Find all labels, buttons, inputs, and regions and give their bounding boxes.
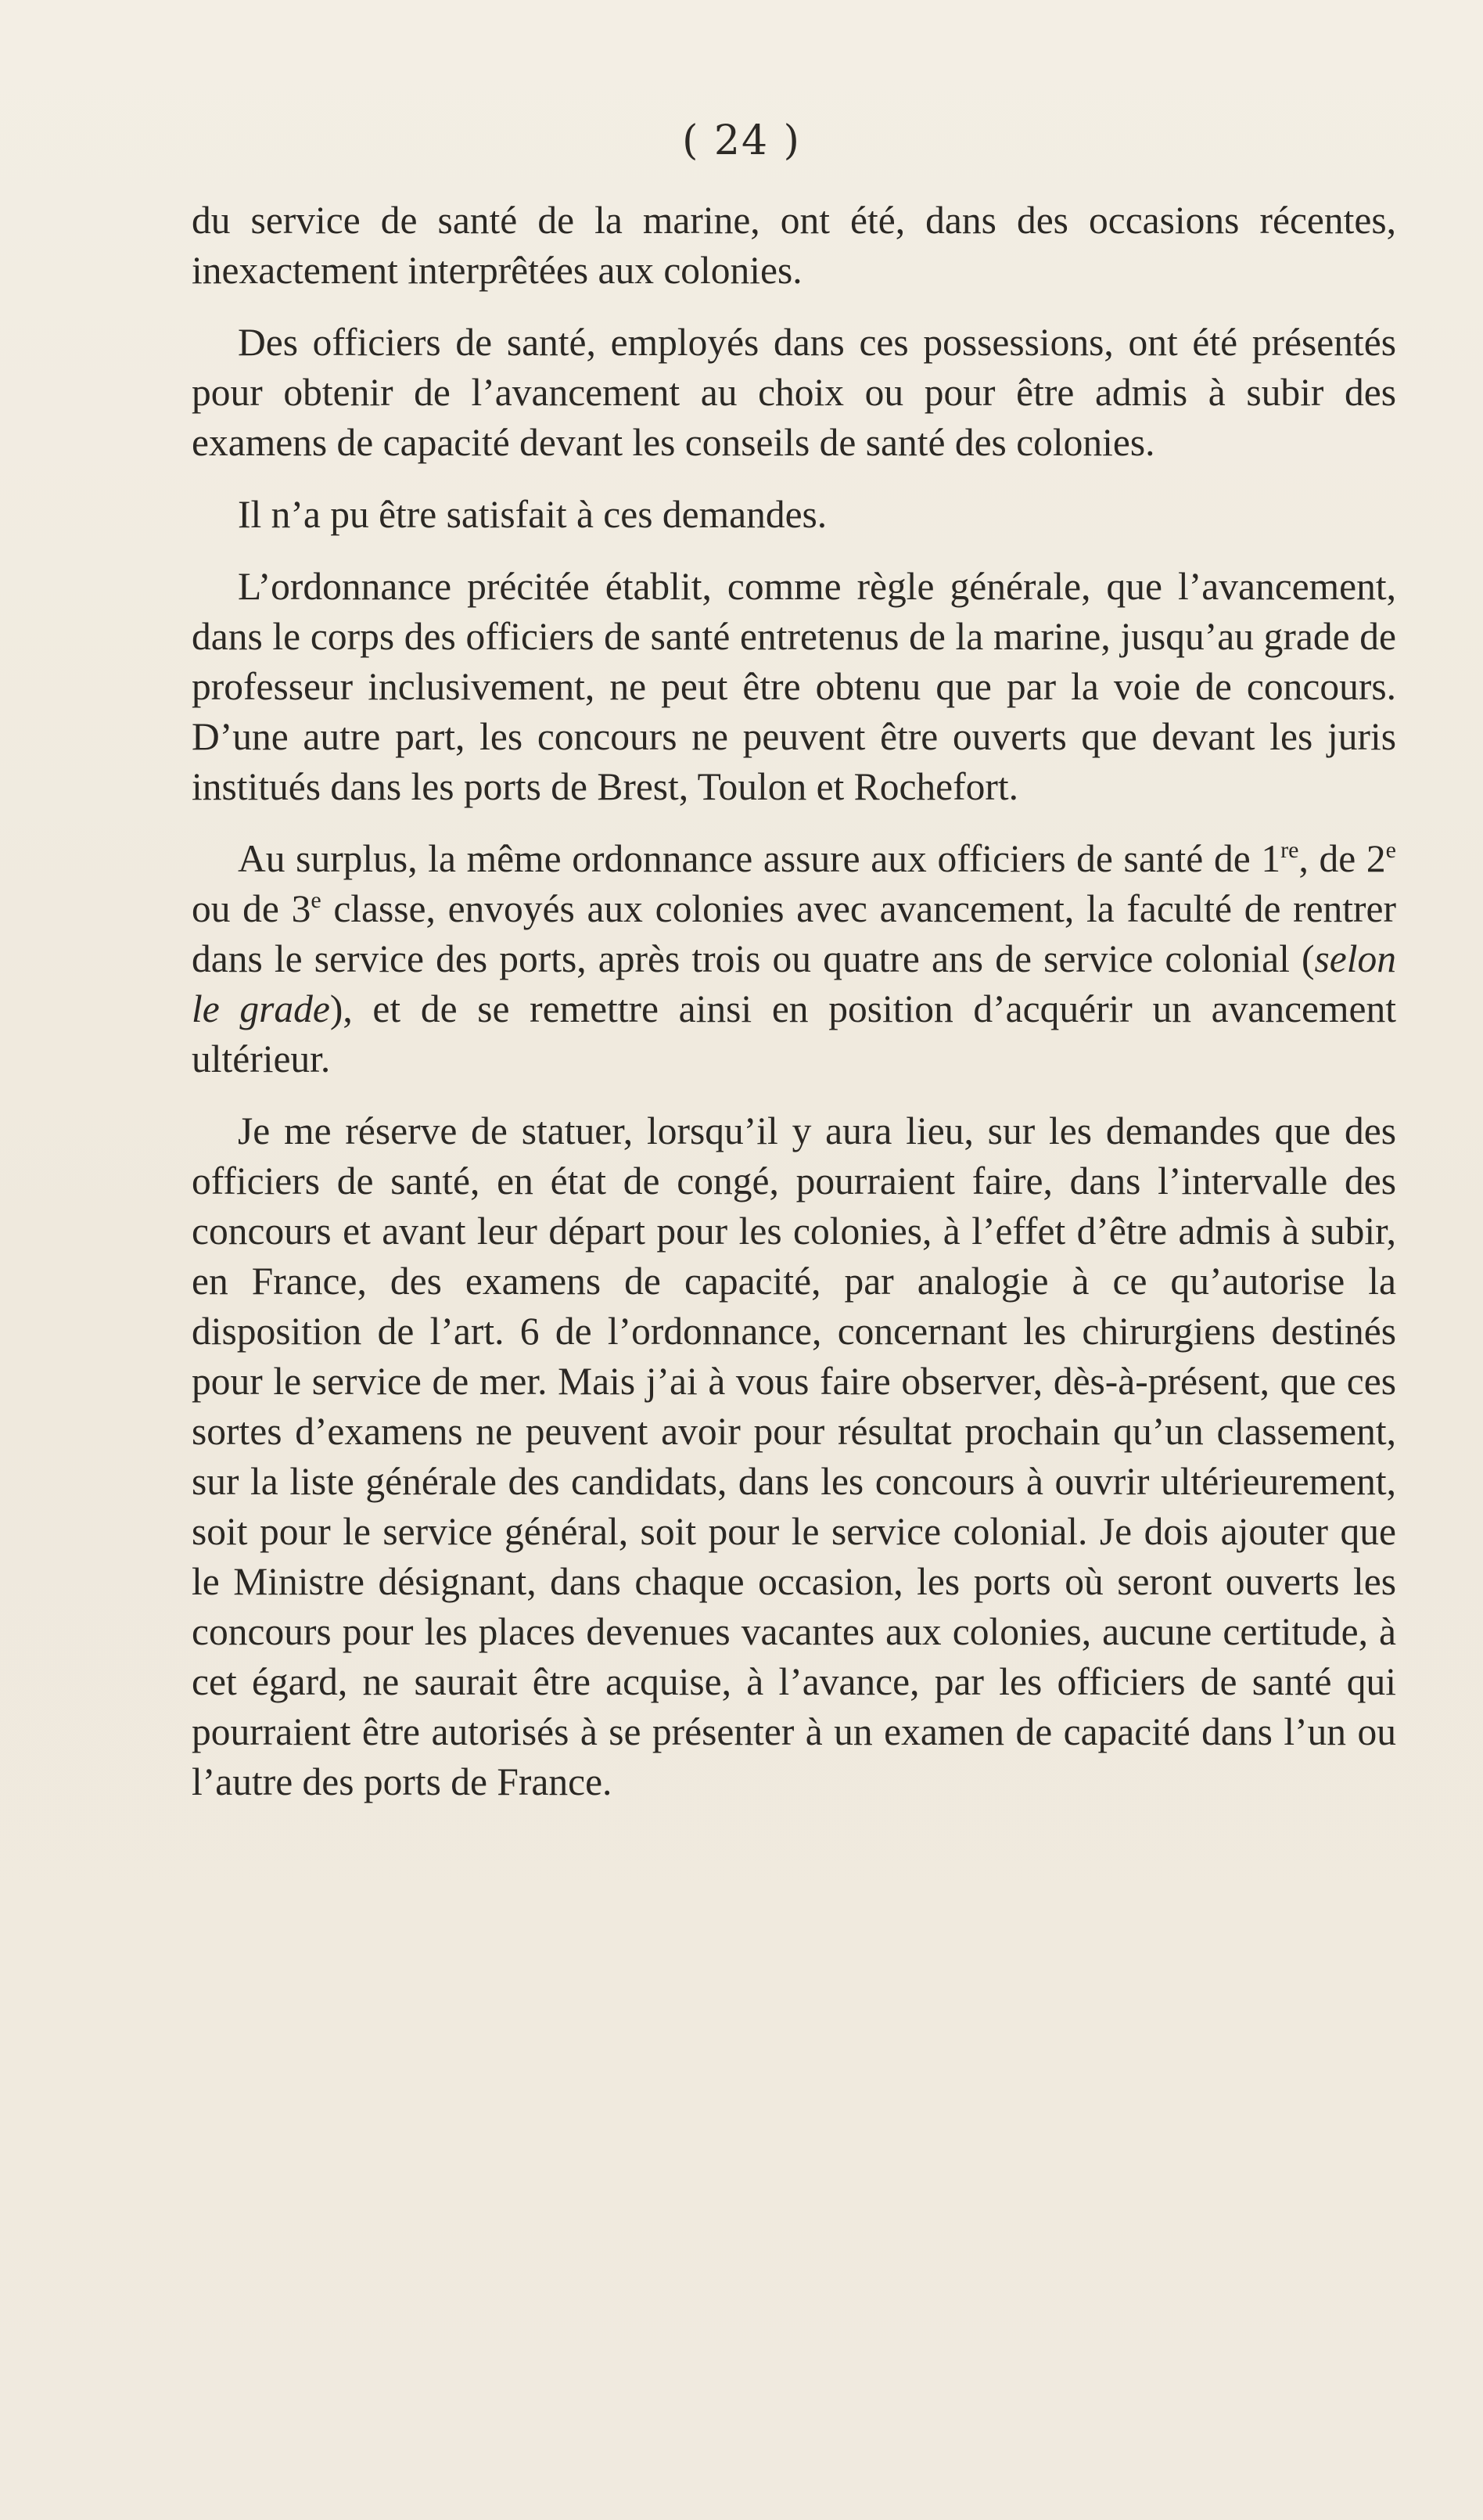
paragraph-2: Des officiers de santé, employés dans ces possessions, ont été présentés pour obtenir de l’avancement au choix ou pour être admis à subir des examens de capacité devant les conseils de santé des colonies. [192,321,1396,464]
paragraph-1: du service de santé de la marine, ont été, dans des occasions récentes, inexactement interprêtées aux colonies. [192,199,1396,292]
paragraph-6: Je me réserve de statuer, lorsqu’il y aura lieu, sur les demandes que des officiers de santé, en état de congé, pourraient faire, dans l’intervalle des concours et avant leur départ pour les colonies, à l’effet d’être admis à subir, en France, des examens de capacité, par analogie à ce qu’autorise la disposition de l’art. 6 de l’ordonnance, concernant les chirurgiens destinés pour le service de mer. Mais j’ai à vous faire observer, dès-à-présent, que ces sortes d’examens ne peuvent avoir pour résultat prochain qu’un classement, sur la liste générale des candidats, dans les concours à ouvrir ultérieurement, soit pour le service général, soit pour le service colonial. Je dois ajouter que le Ministre désignant, dans chaque occasion, les ports où seront ouverts les concours pour les places devenues vacantes aux colonies, aucune certitude, à cet égard, ne saurait être acquise, à l’avance, par les officiers de santé qui pourraient être autorisés à se présenter à un examen de capacité dans l’un ou l’autre des ports de France. [192,1109,1396,1803]
body-text [192,196,1396,1829]
ordinal-suffix-1: re [1280,837,1299,863]
ordinal-suffix-2: e [1385,837,1396,863]
italic-phrase: selon le grade [192,937,1396,1030]
paragraph-5 [192,834,1396,1084]
paragraph-5-part-a: Au surplus, la même ordonnance assure aux officiers de santé de 1 [238,837,1281,880]
page-number: ( 24 ) [682,117,801,164]
paragraph-3: Il n’a pu être satisfait à ces demandes. [238,493,828,536]
paragraph-5-part-d: classe, envoyés aux colonies avec avancement, la faculté de rentrer dans le service des ports, après trois ou quatre ans de service colonial ( [192,887,1396,980]
paragraph-5-part-c: ou de 3 [192,887,311,930]
paragraph-5-part-b: , de 2 [1298,837,1386,880]
paragraph-4: L’ordonnance précitée établit, comme règle générale, que l’avancement, dans le corps des officiers de santé entretenus de la marine, jusqu’au grade de professeur inclusivement, ne peut être obtenu que par la voie de concours. D’une autre part, les concours ne peuvent être ouverts que devant les juris institués dans les ports de Brest, Toulon et Rochefort. [192,565,1396,808]
paragraph-5-part-e: ), et de se remettre ainsi en position d’acquérir un avancement ultérieur. [192,987,1396,1080]
ordinal-suffix-3: e [311,887,321,913]
